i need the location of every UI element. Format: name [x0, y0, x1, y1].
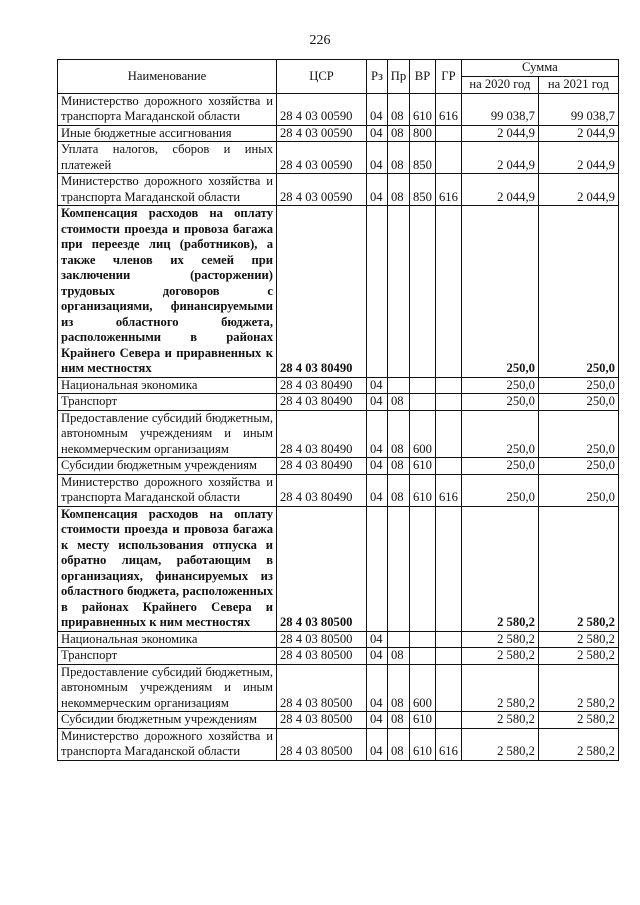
cell-amount-2021: 250,0 [538, 410, 618, 458]
cell-amount-2021: 2 580,2 [538, 712, 618, 729]
cell-gr [436, 410, 462, 458]
table-row [58, 631, 619, 648]
cell-name: Иные бюджетные ассигнования [58, 125, 277, 142]
cell-csr: 28 4 03 80490 [277, 394, 367, 411]
cell-csr: 28 4 03 80490 [277, 474, 367, 506]
cell-amount-2021: 250,0 [538, 394, 618, 411]
cell-rz: 04 [367, 728, 388, 760]
cell-pr: 08 [388, 394, 410, 411]
cell-amount-2020: 2 580,2 [461, 506, 538, 631]
cell-vr [410, 377, 436, 394]
cell-vr: 800 [410, 125, 436, 142]
cell-rz: 04 [367, 410, 388, 458]
cell-vr: 850 [410, 174, 436, 206]
cell-vr [410, 394, 436, 411]
cell-csr: 28 4 03 80490 [277, 206, 367, 378]
cell-gr [436, 664, 462, 712]
cell-vr: 610 [410, 712, 436, 729]
cell-gr [436, 506, 462, 631]
cell-csr: 28 4 03 00590 [277, 174, 367, 206]
cell-gr [436, 206, 462, 378]
cell-csr: 28 4 03 80500 [277, 506, 367, 631]
cell-pr: 08 [388, 728, 410, 760]
header-name: Наименование [58, 60, 277, 94]
header-vr: ВР [410, 60, 436, 94]
cell-vr [410, 631, 436, 648]
cell-gr: 616 [436, 174, 462, 206]
cell-amount-2021: 2 044,9 [538, 142, 618, 174]
header-gr: ГР [436, 60, 462, 94]
cell-name: Компенсация расходов на оплату стоимости проезда и провоза багажа к месту использования отпуска и обратно лицам, работающим в организациях, финансируемых из областного бюджета, расположенных в районах Крайнего Севера и приравненных к ним местностях [58, 506, 277, 631]
cell-rz: 04 [367, 377, 388, 394]
page-number: 226 [309, 33, 331, 48]
cell-gr [436, 125, 462, 142]
cell-gr [436, 631, 462, 648]
cell-vr: 610 [410, 93, 436, 125]
budget-table [57, 59, 619, 761]
cell-name: Национальная экономика [58, 377, 277, 394]
cell-vr [410, 648, 436, 665]
cell-pr: 08 [388, 664, 410, 712]
cell-name: Субсидии бюджетным учреждениям [58, 458, 277, 475]
cell-csr: 28 4 03 80500 [277, 728, 367, 760]
cell-pr: 08 [388, 648, 410, 665]
cell-rz: 04 [367, 664, 388, 712]
table-row [58, 377, 619, 394]
cell-gr: 616 [436, 474, 462, 506]
cell-csr: 28 4 03 80490 [277, 410, 367, 458]
cell-gr [436, 394, 462, 411]
cell-csr: 28 4 03 80490 [277, 458, 367, 475]
cell-name: Уплата налогов, сборов и иных платежей [58, 142, 277, 174]
cell-amount-2021: 250,0 [538, 458, 618, 475]
header-year-2021: на 2021 год [538, 76, 618, 93]
header-csr: ЦСР [277, 60, 367, 94]
cell-pr [388, 631, 410, 648]
cell-rz: 04 [367, 142, 388, 174]
cell-gr: 616 [436, 93, 462, 125]
cell-amount-2021: 2 580,2 [538, 648, 618, 665]
cell-gr: 616 [436, 728, 462, 760]
header-sum: Сумма [461, 60, 618, 77]
cell-pr: 08 [388, 410, 410, 458]
cell-amount-2020: 250,0 [461, 474, 538, 506]
cell-amount-2021: 2 580,2 [538, 506, 618, 631]
cell-csr: 28 4 03 80500 [277, 712, 367, 729]
table-row [58, 142, 619, 174]
cell-vr: 610 [410, 728, 436, 760]
cell-amount-2020: 250,0 [461, 377, 538, 394]
cell-rz: 04 [367, 631, 388, 648]
cell-rz: 04 [367, 394, 388, 411]
cell-name: Министерство дорожного хозяйства и транспорта Магаданской области [58, 174, 277, 206]
cell-rz: 04 [367, 93, 388, 125]
table-row [58, 394, 619, 411]
cell-csr: 28 4 03 80500 [277, 631, 367, 648]
cell-csr: 28 4 03 80500 [277, 664, 367, 712]
cell-vr: 850 [410, 142, 436, 174]
cell-name: Министерство дорожного хозяйства и транспорта Магаданской области [58, 93, 277, 125]
cell-rz: 04 [367, 474, 388, 506]
header-year-2020: на 2020 год [461, 76, 538, 93]
table-header-row [58, 60, 619, 77]
cell-amount-2021: 2 044,9 [538, 125, 618, 142]
cell-amount-2021: 2 044,9 [538, 174, 618, 206]
cell-pr: 08 [388, 458, 410, 475]
header-pr: Пр [388, 60, 410, 94]
cell-csr: 28 4 03 00590 [277, 125, 367, 142]
cell-pr: 08 [388, 474, 410, 506]
table-row [58, 410, 619, 458]
cell-rz: 04 [367, 712, 388, 729]
cell-amount-2021: 2 580,2 [538, 631, 618, 648]
cell-amount-2020: 2 580,2 [461, 648, 538, 665]
cell-amount-2020: 99 038,7 [461, 93, 538, 125]
cell-gr [436, 377, 462, 394]
cell-amount-2020: 2 044,9 [461, 125, 538, 142]
cell-amount-2020: 250,0 [461, 206, 538, 378]
cell-vr: 610 [410, 474, 436, 506]
table-body [58, 93, 619, 760]
cell-amount-2020: 2 580,2 [461, 712, 538, 729]
table-row [58, 506, 619, 631]
header-rz: Рз [367, 60, 388, 94]
cell-vr: 610 [410, 458, 436, 475]
cell-csr: 28 4 03 00590 [277, 142, 367, 174]
cell-name: Субсидии бюджетным учреждениям [58, 712, 277, 729]
cell-vr: 600 [410, 664, 436, 712]
cell-csr: 28 4 03 00590 [277, 93, 367, 125]
cell-name: Компенсация расходов на оплату стоимости проезда и провоза багажа при переезде лиц (работников), а также членов их семей при заключении (расторжении) трудовых договоров с организациями, финансируемыми из областного бюджета, расположенными в районах Крайнего Севера и приравненных к ним местностях [58, 206, 277, 378]
table-row [58, 93, 619, 125]
cell-rz: 04 [367, 648, 388, 665]
cell-name: Предоставление субсидий бюджетным, автономным учреждениям и иным некоммерческим организациям [58, 664, 277, 712]
cell-amount-2021: 250,0 [538, 474, 618, 506]
cell-vr [410, 206, 436, 378]
cell-name: Министерство дорожного хозяйства и транспорта Магаданской области [58, 474, 277, 506]
cell-gr [436, 712, 462, 729]
cell-name: Транспорт [58, 648, 277, 665]
table-row [58, 174, 619, 206]
table-row [58, 474, 619, 506]
cell-amount-2021: 250,0 [538, 206, 618, 378]
cell-amount-2020: 250,0 [461, 458, 538, 475]
cell-pr [388, 377, 410, 394]
cell-amount-2021: 2 580,2 [538, 664, 618, 712]
cell-pr: 08 [388, 174, 410, 206]
cell-gr [436, 458, 462, 475]
cell-amount-2020: 2 580,2 [461, 631, 538, 648]
cell-name: Предоставление субсидий бюджетным, автономным учреждениям и иным некоммерческим организациям [58, 410, 277, 458]
cell-rz [367, 506, 388, 631]
cell-rz [367, 206, 388, 378]
cell-amount-2020: 2 044,9 [461, 174, 538, 206]
cell-amount-2021: 250,0 [538, 377, 618, 394]
cell-rz: 04 [367, 458, 388, 475]
table-row [58, 728, 619, 760]
cell-name: Национальная экономика [58, 631, 277, 648]
cell-pr: 08 [388, 125, 410, 142]
cell-csr: 28 4 03 80500 [277, 648, 367, 665]
cell-pr: 08 [388, 712, 410, 729]
table-row [58, 664, 619, 712]
table-row [58, 458, 619, 475]
table-row [58, 206, 619, 378]
cell-amount-2020: 2 044,9 [461, 142, 538, 174]
table-row [58, 125, 619, 142]
cell-amount-2020: 250,0 [461, 394, 538, 411]
cell-amount-2021: 2 580,2 [538, 728, 618, 760]
cell-vr: 600 [410, 410, 436, 458]
table-row [58, 712, 619, 729]
cell-amount-2020: 250,0 [461, 410, 538, 458]
cell-pr [388, 206, 410, 378]
cell-gr [436, 142, 462, 174]
cell-pr: 08 [388, 142, 410, 174]
cell-pr [388, 506, 410, 631]
cell-amount-2020: 2 580,2 [461, 664, 538, 712]
cell-csr: 28 4 03 80490 [277, 377, 367, 394]
cell-vr [410, 506, 436, 631]
table-row [58, 648, 619, 665]
cell-pr: 08 [388, 93, 410, 125]
cell-amount-2020: 2 580,2 [461, 728, 538, 760]
cell-name: Министерство дорожного хозяйства и транспорта Магаданской области [58, 728, 277, 760]
cell-name: Транспорт [58, 394, 277, 411]
cell-gr [436, 648, 462, 665]
cell-rz: 04 [367, 125, 388, 142]
cell-rz: 04 [367, 174, 388, 206]
cell-amount-2021: 99 038,7 [538, 93, 618, 125]
